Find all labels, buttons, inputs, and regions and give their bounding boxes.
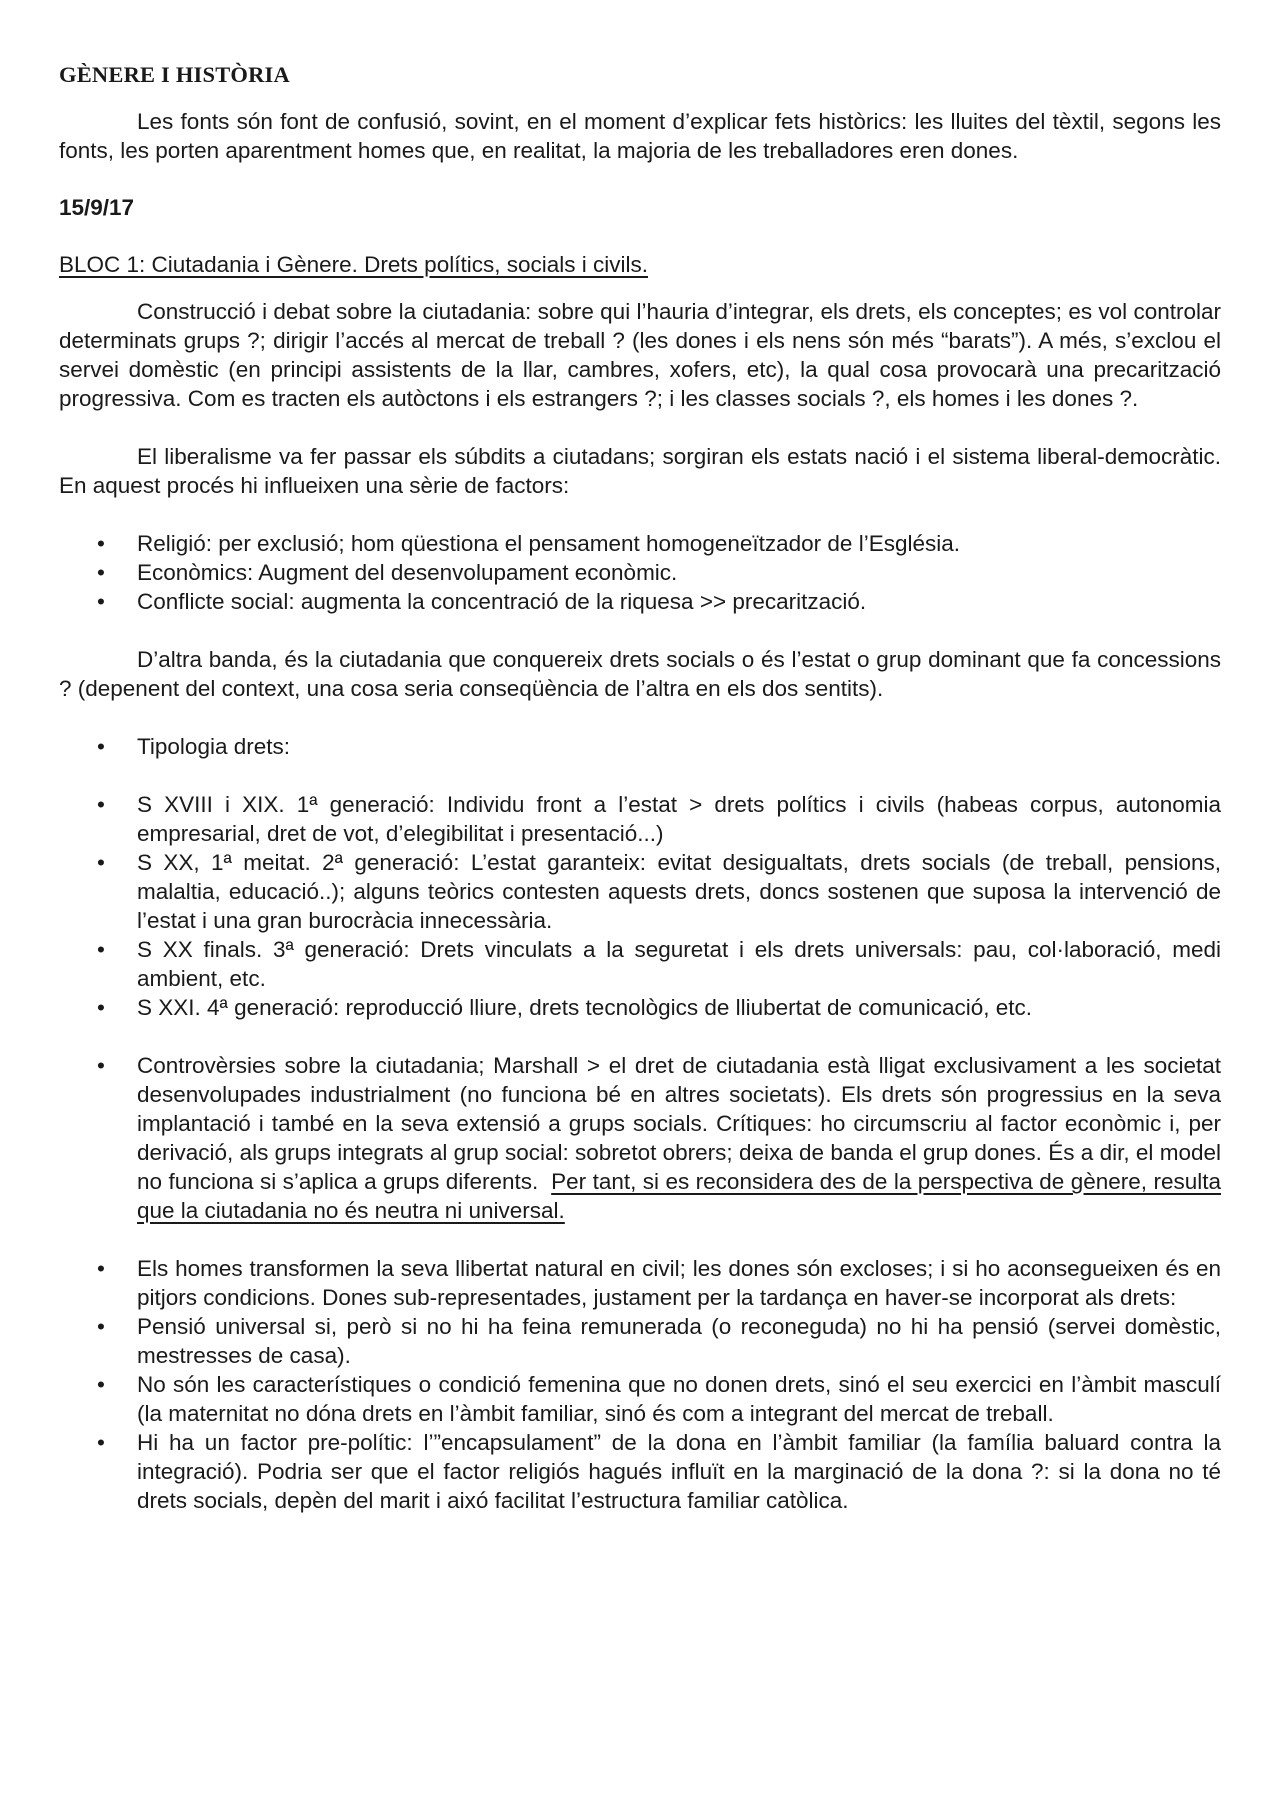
list-item: • Pensió universal si, però si no hi ha feina remunerada (o reconeguda) no hi ha pensió (servei domèstic, mestresses de casa). bbox=[97, 1314, 1221, 1368]
bullet-icon: • bbox=[97, 995, 105, 1020]
bullet-icon: • bbox=[97, 1430, 105, 1455]
bloc-heading: BLOC 1: Ciutadania i Gènere. Drets polítics, socials i civils. bbox=[59, 252, 648, 277]
list-item: • Controvèrsies sobre la ciutadania; Marshall > el dret de ciutadania està lligat exclusivament a les societat desenvolupades industrialment (no funciona bé en altres societats). Els drets són progressius en la seva implantació i també en la seva extensió a grups socials. Crítiques: ho circumscriu al factor econòmic i, per derivació, als grups integrats al grup social: sobretot obrers; deixa de banda el grup dones. És a dir, el model no funciona si s’aplica a grups diferents. Per tant, si es reconsidera des de la perspectiva de gènere, resulta que la ciutadania no és neutra ni universal. bbox=[97, 1053, 1221, 1223]
list-item: • Conflicte social: augmenta la concentració de la riquesa >> precarització. bbox=[97, 589, 867, 614]
factors-list bbox=[59, 529, 1221, 616]
list-item: • Tipologia drets: bbox=[97, 734, 290, 759]
paragraph-citizenship-debate: Construcció i debat sobre la ciutadania: sobre qui l’hauria d’integrar, els drets, els conceptes; es vol controlar determinats grups ?; dirigir l’accés al mercat de treball ? (les dones i els nens són més “barats”). A més, s’exclou el servei domèstic (en principi assistents de la llar, cambres, xofers, etc), la qual cosa provocarà una precarització progressiva. Com es tracten els autòctons i els estrangers ?; i les classes socials ?, els homes i les dones ?. bbox=[59, 299, 1221, 411]
bullet-icon: • bbox=[97, 1314, 105, 1339]
bullet-icon: • bbox=[97, 589, 105, 614]
bullet-icon: • bbox=[97, 1372, 105, 1397]
underlined-conclusion: Per tant, si es reconsidera des de la perspectiva de gènere, resulta que la ciutadania no és neutra ni universal. bbox=[137, 1169, 1221, 1223]
controversy-list bbox=[59, 1051, 1221, 1225]
list-item: • S XXI. 4ª generació: reproducció lliure, drets tecnològics de lliubertat de comunicació, etc. bbox=[97, 995, 1033, 1020]
intro-paragraph: Les fonts són font de confusió, sovint, en el moment d’explicar fets històrics: les lluites del tèxtil, segons les fonts, les porten aparentment homes que, en realitat, la majoria de les treballadores eren dones. bbox=[59, 109, 1221, 163]
bullet-icon: • bbox=[97, 734, 105, 759]
paragraph-concessions: D’altra banda, és la ciutadania que conquereix drets socials o és l’estat o grup dominant que fa concessions ? (depenent del context, una cosa seria conseqüència de l’altra en els dos sentits). bbox=[59, 647, 1221, 701]
list-item: • S XVIII i XIX. 1ª generació: Individu front a l’estat > drets polítics i civils (habeas corpus, autonomia empresarial, dret de vot, d’elegibilitat i presentació...) bbox=[97, 792, 1221, 846]
list-item: • Econòmics: Augment del desenvolupament econòmic. bbox=[97, 560, 678, 585]
bullet-icon: • bbox=[97, 531, 105, 556]
final-list bbox=[59, 1254, 1221, 1515]
bullet-icon: • bbox=[97, 1053, 105, 1078]
list-item: • Hi ha un factor pre-polític: l’”encapsulament” de la dona en l’àmbit familiar (la família baluard contra la integració). Podria ser que el factor religiós hagués influït en la marginació de la dona ?: si la dona no té drets socials, depèn del marit i aixó facilitat l’estructura familiar catòlica. bbox=[97, 1430, 1221, 1513]
tipologia-list bbox=[59, 732, 1221, 761]
document-page bbox=[59, 60, 1221, 1515]
document-title: GÈNERE I HISTÒRIA bbox=[59, 62, 290, 87]
bullet-icon: • bbox=[97, 850, 105, 875]
list-item: • S XX, 1ª meitat. 2ª generació: L’estat garanteix: evitat desigualtats, drets socials (de treball, pensions, malaltia, educació..); alguns teòrics contesten aquests drets, doncs sostenen que suposa la intervenció de l’estat i una gran burocràcia innecessària. bbox=[97, 850, 1221, 933]
bullet-icon: • bbox=[97, 1256, 105, 1281]
list-item: • No són les característiques o condició femenina que no donen drets, sinó el seu exercici en l’àmbit masculí (la maternitat no dóna drets en l’àmbit familiar, sinó és com a integrant del mercat de treball. bbox=[97, 1372, 1221, 1426]
date-heading: 15/9/17 bbox=[59, 195, 135, 220]
list-item: • Religió: per exclusió; hom qüestiona el pensament homogeneïtzador de l’Església. bbox=[97, 531, 960, 556]
list-item: • Els homes transformen la seva llibertat natural en civil; les dones són excloses; i si ho aconsegueixen és en pitjors condicions. Dones sub-representades, justament per la tardança en haver-se incorporat als drets: bbox=[97, 1256, 1221, 1310]
list-item: • S XX finals. 3ª generació: Drets vinculats a la seguretat i els drets universals: pau, col·laboració, medi ambient, etc. bbox=[97, 937, 1221, 991]
bullet-icon: • bbox=[97, 560, 105, 585]
bullet-icon: • bbox=[97, 792, 105, 817]
paragraph-liberalism: El liberalisme va fer passar els súbdits a ciutadans; sorgiran els estats nació i el sistema liberal-democràtic. En aquest procés hi influeixen una sèrie de factors: bbox=[59, 444, 1221, 498]
generations-list bbox=[59, 790, 1221, 1022]
bullet-icon: • bbox=[97, 937, 105, 962]
